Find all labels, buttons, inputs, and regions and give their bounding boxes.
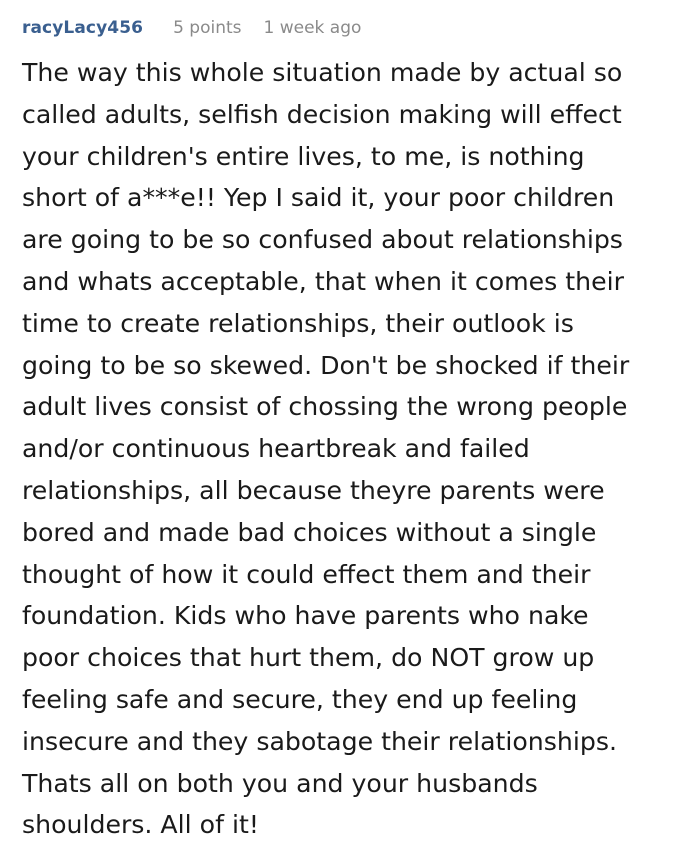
comment-line: called adults, selfish decision making will effect — [22, 99, 622, 129]
comment-line: insecure and they sabotage their relationships. — [22, 726, 617, 756]
comment-line: and/or continuous heartbreak and failed — [22, 434, 530, 464]
comment-line: your children's entire lives, to me, is nothing — [22, 141, 585, 171]
comment-line: poor choices that hurt them, do NOT grow up — [22, 643, 595, 673]
comment-line: foundation. Kids who have parents who nake — [22, 601, 589, 631]
comment-line: thought of how it could effect them and their — [22, 559, 591, 589]
timestamp: 1 week ago — [263, 18, 362, 38]
comment-line: Thats all on both you and your husbands — [22, 768, 538, 798]
comment-line: time to create relationships, their outlook is — [22, 308, 574, 338]
comment-line: relationships, all because theyre parents were — [22, 475, 605, 505]
comment-line: adult lives consist of chossing the wrong people — [22, 392, 628, 422]
comment-line: and whats acceptable, that when it comes their — [22, 266, 624, 296]
comment-line: going to be so skewed. Don't be shocked if their — [22, 350, 630, 380]
comment-meta — [22, 18, 678, 44]
comment-line: bored and made bad choices without a single — [22, 517, 597, 547]
comment-line: shoulders. All of it! — [22, 810, 259, 840]
comment-line: feeling safe and secure, they end up feeling — [22, 684, 578, 714]
username-link[interactable]: racyLacy456 — [22, 18, 144, 38]
comment-body — [22, 52, 678, 846]
comment-line: The way this whole situation made by actual so — [22, 58, 623, 87]
comment-line: short of a***e!! Yep I said it, your poor children — [22, 183, 615, 213]
comment-line: are going to be so confused about relationships — [22, 225, 623, 255]
points-count: 5 points — [173, 18, 242, 38]
